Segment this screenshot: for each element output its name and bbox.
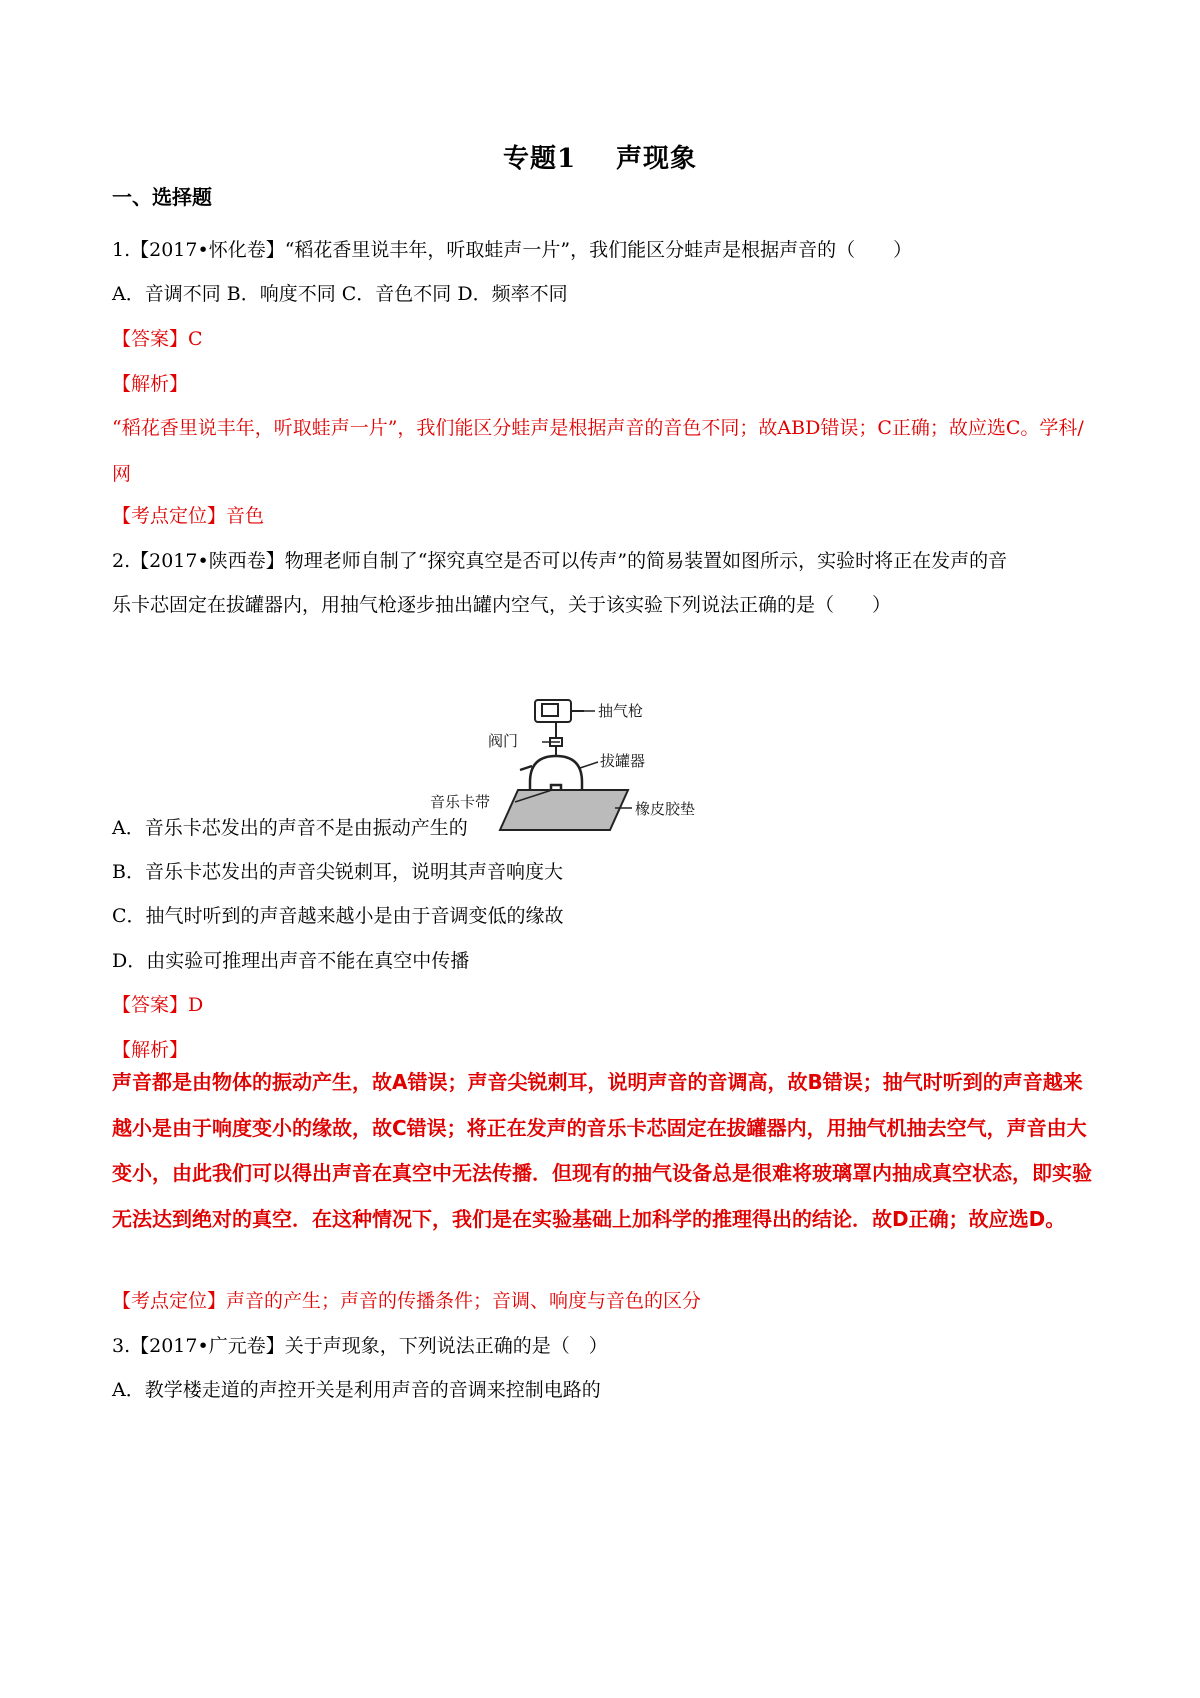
section-heading: 一、选择题 (112, 185, 212, 209)
point-tag: 【考点定位】 (112, 1290, 227, 1312)
q2-point (112, 1288, 701, 1314)
q1-analysis-tag: 【解析】 (112, 373, 189, 395)
label-valve: 阀门 (488, 732, 519, 750)
valve-illustration (550, 738, 562, 756)
q2-option-d: D．由实验可推理出声音不能在真空中传播 (112, 950, 470, 972)
q3-option-a: A．教学楼走道的声控开关是利用声音的音调来控制电路的 (112, 1379, 601, 1401)
q1-answer (112, 326, 203, 352)
answer-tag: 【答案】 (112, 328, 189, 350)
q2-answer (112, 992, 203, 1018)
q1-point (112, 503, 264, 529)
q2-stem-line1: 2.【2017•陕西卷】物理老师自制了“探究真空是否可以传声”的简易装置如图所示，实验时将正在发声的音 (112, 550, 1008, 572)
label-card: 音乐卡带 (430, 793, 491, 811)
label-pump: 抽气枪 (598, 702, 644, 720)
q3-stem: 3.【2017•广元卷】关于声现象，下列说法正确的是（ ） (112, 1335, 608, 1357)
point-value: 声音的产生；声音的传播条件；音调、响度与音色的区分 (226, 1290, 702, 1312)
answer-tag: 【答案】 (112, 994, 189, 1016)
point-tag: 【考点定位】 (112, 505, 227, 527)
q1-stem: 1.【2017•怀化卷】“稻花香里说丰年，听取蛙声一片”，我们能区分蛙声是根据声音的（ ） (112, 239, 913, 261)
label-pad: 橡皮胶垫 (635, 800, 696, 818)
point-value: 音色 (226, 505, 265, 527)
pump-gun-illustration (535, 700, 584, 738)
q2-option-b: B．音乐卡芯发出的声音尖锐刺耳，说明其声音响度大 (112, 861, 563, 883)
q2-stem-line2: 乐卡芯固定在拔罐器内，用抽气枪逐步抽出罐内空气，关于该实验下列说法正确的是（ ） (112, 594, 892, 616)
title-name: 声现象 (616, 144, 698, 174)
apparatus-figure (430, 690, 760, 830)
answer-value: C (188, 328, 203, 350)
q2-analysis-tag: 【解析】 (112, 1039, 189, 1061)
page-title (0, 138, 1200, 175)
q2-option-c: C．抽气时听到的声音越来越小是由于音调变低的缘故 (112, 905, 564, 927)
q1-options: A．音调不同 B．响度不同 C．音色不同 D．频率不同 (112, 283, 568, 305)
q2-analysis: 声音都是由物体的振动产生，故A错误；声音尖锐刺耳，说明声音的音调高，故B错误；抽气时听到的声音越来越小是由于响度变小的缘故，故C错误；将正在发声的音乐卡芯固定在拔罐器内，用抽气机抽去空气，声音由大变小，由此我们可以得出声音在真空中无法传播．但现有的抽气设备总是很难将玻璃罩内抽成真空状态，即实验无法达到绝对的真空．在这种情况下，我们是在实验基础上加科学的推理得出的结论．故D正确；故应选D。 (112, 1070, 1092, 1231)
title-topic: 专题1 (502, 144, 577, 174)
q2-option-a: A．音乐卡芯发出的声音不是由振动产生的 (112, 817, 468, 839)
rubber-pad-illustration (500, 790, 628, 830)
label-cup: 拔罐器 (600, 752, 646, 770)
q1-analysis: “稻花香里说丰年，听取蛙声一片”，我们能区分蛙声是根据声音的音色不同；故ABD错误；C正确；故应选C。学科/网 (112, 417, 1084, 485)
answer-value: D (188, 994, 204, 1016)
